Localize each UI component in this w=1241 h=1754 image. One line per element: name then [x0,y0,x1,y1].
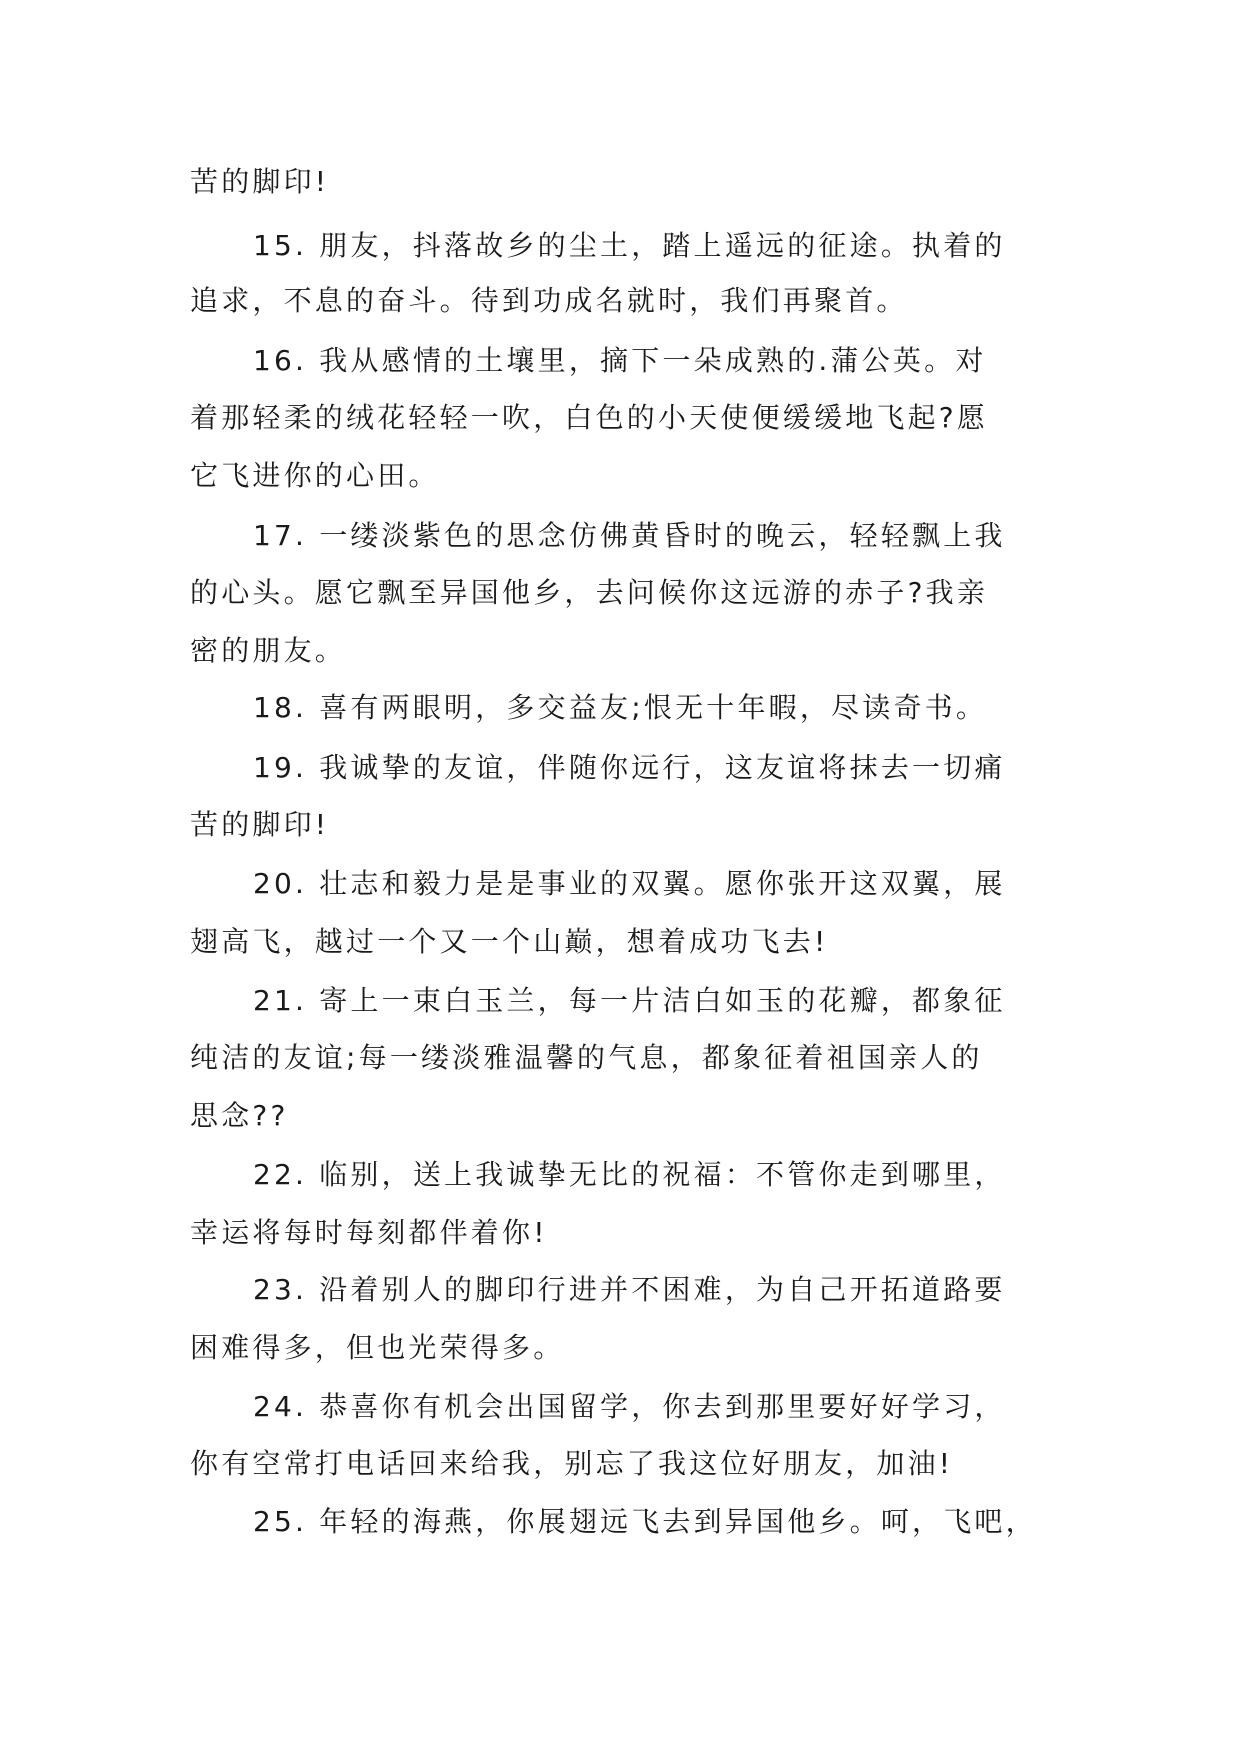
text-line: 幸运将每时每刻都伴着你! [190,1216,548,1249]
text-line: 你有空常打电话回来给我，别忘了我这位好朋友，加油! [190,1447,954,1480]
text-line: 困难得多，但也光荣得多。 [190,1331,565,1364]
text-line: 21. 寄上一束白玉兰，每一片洁白如玉的花瓣，都象征 [253,984,1006,1017]
text-line: 纯洁的友谊;每一缕淡雅温馨的气息，都象征着祖国亲人的 [190,1041,983,1074]
text-line: 23. 沿着别人的脚印行进并不困难，为自己开拓道路要 [253,1273,1006,1306]
text-line: 20. 壮志和毅力是是事业的双翼。愿你张开这双翼，展 [253,867,1006,900]
text-line: 思念?? [190,1099,289,1132]
text-line: 翅高飞，越过一个又一个山巅，想着成功飞去! [190,925,829,958]
text-line: 25. 年轻的海燕，你展翅远飞去到异国他乡。呵，飞吧， [253,1505,1037,1538]
text-line: 15. 朋友，抖落故乡的尘土，踏上遥远的征途。执着的 [253,229,1006,262]
text-line: 苦的脚印! [190,808,330,841]
text-line: 18. 喜有两眼明，多交益友;恨无十年暇，尽读奇书。 [253,691,988,724]
text-line: 的心头。愿它飘至异国他乡，去问候你这远游的赤子?我亲 [190,576,989,609]
text-line: 着那轻柔的绒花轻轻一吹，白色的小天使便缓缓地飞起?愿 [190,401,989,434]
text-line: 22. 临别，送上我诚挚无比的祝福：不管你走到哪里， [253,1158,1006,1191]
text-line: 追求，不息的奋斗。待到功成名就时，我们再聚首。 [190,284,908,317]
text-line: 它飞进你的心田。 [190,459,440,492]
text-line: 密的朋友。 [190,634,347,667]
text-line: 24. 恭喜你有机会出国留学，你去到那里要好好学习， [253,1390,1006,1423]
text-line: 17. 一缕淡紫色的思念仿佛黄昏时的晚云，轻轻飘上我 [253,519,1006,552]
text-line: 16. 我从感情的土壤里，摘下一朵成熟的.蒲公英。对 [253,344,987,377]
text-line: 19. 我诚挚的友谊，伴随你远行，这友谊将抹去一切痛 [253,751,1006,784]
text-line: 苦的脚印! [190,165,330,198]
